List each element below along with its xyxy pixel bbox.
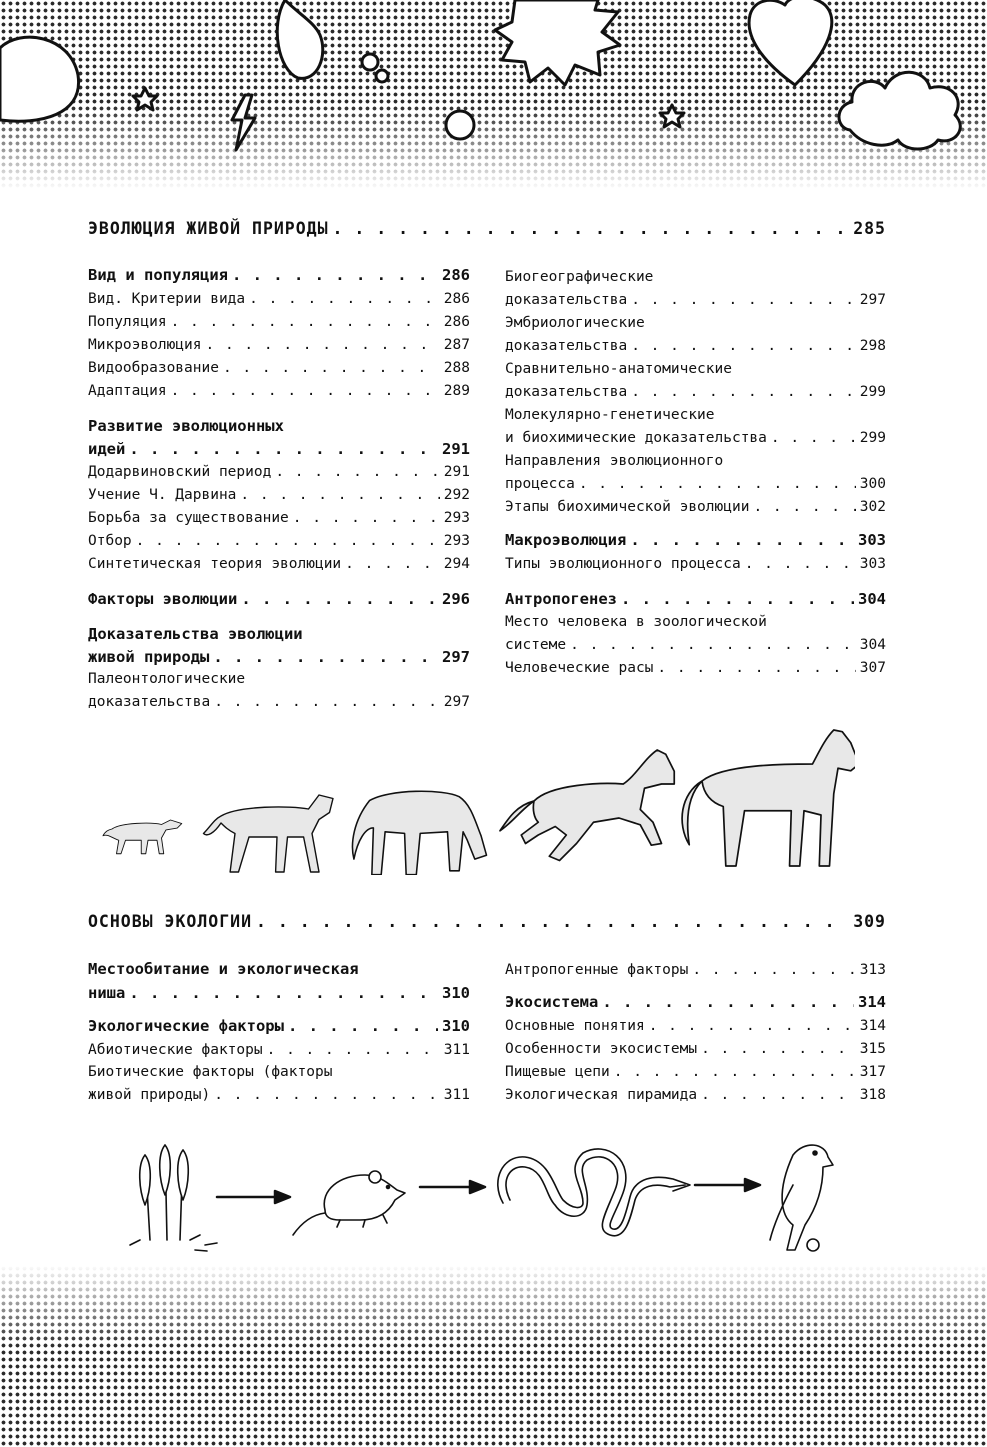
- oval-bubble-shape: [0, 37, 79, 121]
- drop-bubble-shape: [277, 0, 323, 78]
- toc-entry[interactable]: доказательства . . . 297: [505, 290, 886, 310]
- toc-entry[interactable]: Отбор . . . 293: [88, 531, 470, 551]
- toc-entry[interactable]: и биохимические доказательства . . . 299: [505, 428, 886, 448]
- chapter-page: 309: [853, 912, 886, 931]
- arrow-icon: [420, 1181, 485, 1193]
- toc-entry[interactable]: доказательства . . . 299: [505, 382, 886, 402]
- toc-entry[interactable]: Учение Ч. Дарвина . . . 292: [88, 485, 470, 505]
- toc-entry[interactable]: Человеческие расы . . . 307: [505, 658, 886, 678]
- chapter-heading[interactable]: [88, 912, 886, 932]
- horse-icon: [500, 750, 674, 861]
- toc-entry-line1: Место человека в зоологической: [505, 614, 767, 630]
- mouse-icon: [293, 1171, 405, 1235]
- toc-entry[interactable]: Видообразование . . . 288: [88, 358, 470, 378]
- star-icon: [133, 88, 157, 110]
- toc-entry-line1: Молекулярно-генетические: [505, 407, 715, 423]
- toc-entry[interactable]: Основные понятия . . . 314: [505, 1016, 886, 1036]
- toc-entry[interactable]: Особенности экосистемы . . . 315: [505, 1039, 886, 1059]
- chapter-page: 285: [853, 219, 886, 238]
- toc-entry[interactable]: Вид. Критерии вида . . . 286: [88, 289, 470, 309]
- toc-entry[interactable]: живой природы . . . 297: [88, 647, 470, 667]
- bottom-halftone-band: [0, 1265, 987, 1447]
- burst-shape: [495, 0, 620, 85]
- toc-entry[interactable]: Макроэволюция . . . 303: [505, 530, 886, 550]
- food-chain-illustration: [125, 1135, 845, 1260]
- toc-entry[interactable]: Типы эволюционного процесса . . . 303: [505, 554, 886, 574]
- arrow-icon: [695, 1179, 760, 1191]
- toc-entry[interactable]: Этапы биохимической эволюции . . . 302: [505, 497, 886, 517]
- toc-entry[interactable]: системе . . . 304: [505, 635, 886, 655]
- toc-entry[interactable]: Популяция . . . 286: [88, 312, 470, 332]
- snake-icon: [498, 1149, 690, 1236]
- toc-entry-line1: Палеонтологические: [88, 671, 246, 687]
- toc-entry[interactable]: Пищевые цепи . . . 317: [505, 1062, 886, 1082]
- toc-entry[interactable]: идей . . . 291: [88, 439, 470, 459]
- toc-entry-line1: Сравнительно-анатомические: [505, 361, 732, 377]
- toc-entry[interactable]: доказательства . . . 298: [505, 336, 886, 356]
- toc-entry[interactable]: Антропогенные факторы . . . 313: [505, 960, 886, 980]
- toc-entry[interactable]: Экологическая пирамида . . . 318: [505, 1085, 886, 1105]
- toc-entry-line1: Развитие эволюционных: [88, 417, 284, 435]
- cloud-shape: [839, 72, 960, 149]
- toc-entry-line1: Направления эволюционного: [505, 453, 724, 469]
- toc-entry[interactable]: Экологические факторы . . . 310: [88, 1016, 470, 1036]
- toc-entry[interactable]: Борьба за существование . . . 293: [88, 508, 470, 528]
- toc-entry[interactable]: Адаптация . . . 289: [88, 381, 470, 401]
- toc-entry[interactable]: Вид и популяция . . . 286: [88, 265, 470, 285]
- toc-entry-line1: Местообитание и экологическая: [88, 960, 359, 978]
- ring-bubble-shape: [446, 111, 474, 139]
- tiny-bubble-shape: [376, 70, 388, 82]
- toc-entry-line1: Биогеографические: [505, 269, 654, 285]
- horse-icon: [103, 820, 182, 854]
- toc-entry-line1: Доказательства эволюции: [88, 625, 303, 643]
- arrow-icon: [217, 1191, 290, 1203]
- toc-entry[interactable]: доказательства . . . 297: [88, 692, 470, 712]
- heart-shape: [749, 0, 832, 85]
- toc-entry-line1: Эмбриологические: [505, 315, 645, 331]
- toc-entry[interactable]: Факторы эволюции . . . 296: [88, 589, 470, 609]
- toc-entry[interactable]: Экосистема . . . 314: [505, 992, 886, 1012]
- toc-entry[interactable]: Микроэволюция . . . 287: [88, 335, 470, 355]
- toc-entry[interactable]: живой природы) . . . 311: [88, 1085, 470, 1105]
- top-decorations: [0, 0, 987, 190]
- horse-icon: [204, 795, 334, 872]
- star-icon: [660, 105, 684, 127]
- toc-entry[interactable]: ниша . . . 310: [88, 983, 470, 1003]
- horse-icon: [682, 730, 855, 866]
- chapter-heading[interactable]: [88, 219, 886, 239]
- wheat-icon: [130, 1145, 217, 1251]
- horse-evolution-illustration: [95, 725, 855, 875]
- toc-entry[interactable]: Антропогенез . . . 304: [505, 589, 886, 609]
- lightning-icon: [232, 95, 255, 150]
- toc-entry[interactable]: Додарвиновский период . . . 291: [88, 462, 470, 482]
- toc-entry[interactable]: Синтетическая теория эволюции . . . 294: [88, 554, 470, 574]
- small-bubble-shape: [362, 54, 378, 70]
- toc-entry[interactable]: процесса . . . 300: [505, 474, 886, 494]
- falcon-icon: [770, 1145, 833, 1251]
- chapter-title: ЭВОЛЮЦИЯ ЖИВОЙ ПРИРОДЫ: [88, 219, 329, 238]
- toc-entry[interactable]: Абиотические факторы . . . 311: [88, 1040, 470, 1060]
- horse-icon: [352, 791, 486, 874]
- toc-entry-line1: Биотические факторы (факторы: [88, 1064, 333, 1080]
- chapter-title: ОСНОВЫ ЭКОЛОГИИ: [88, 912, 253, 931]
